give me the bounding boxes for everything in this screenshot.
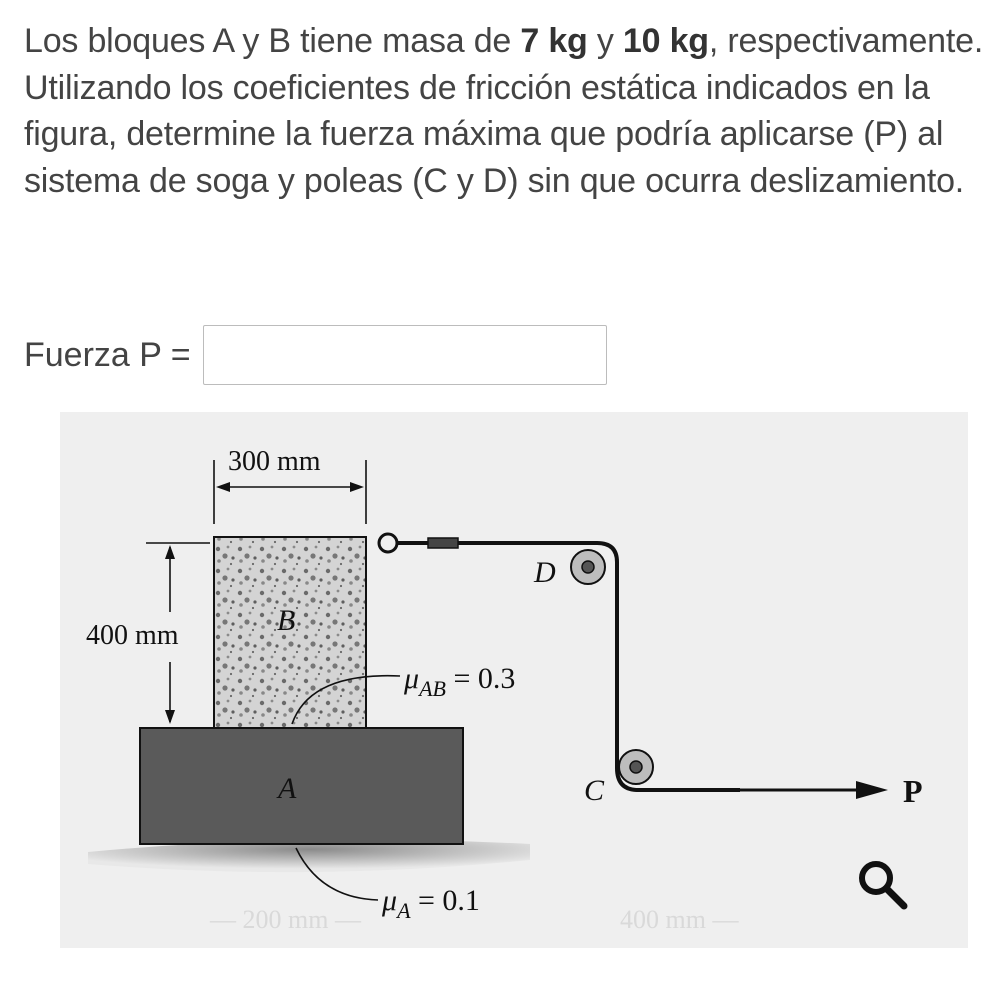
problem-figure — [60, 412, 968, 948]
answer-label: Fuerza P = — [24, 335, 191, 374]
question-text — [24, 18, 984, 204]
mu-a-symbol: μ — [382, 884, 398, 917]
width-label: 300 mm — [228, 446, 321, 477]
pulley-d — [571, 550, 605, 584]
mu-ab-value: = 0.3 — [445, 662, 516, 695]
question-part-3: , respectivamente. Utilizando los coeficientes de fricción estática indicados en la figura, determine la fuerza máxima que podría aplicarse (P) al sistema de soga y poleas (C y D) sin que ocurra deslizamiento. — [24, 22, 984, 200]
search-icon — [854, 856, 910, 912]
mu-ab-symbol: μ — [404, 662, 420, 695]
rope-clamp — [428, 538, 458, 548]
question-part-2: y — [587, 22, 623, 60]
faint-dimension-right: 400 mm — — [620, 905, 739, 934]
mass-b: 10 kg — [622, 22, 709, 60]
force-p-label: P — [903, 773, 923, 809]
mu-ab-subscript: AB — [419, 676, 446, 701]
block-a — [140, 728, 463, 844]
zoom-button[interactable] — [854, 856, 910, 912]
mass-a: 7 kg — [520, 22, 588, 60]
pulley-c-label: C — [584, 774, 605, 807]
block-a-label: A — [278, 772, 297, 805]
answer-row — [24, 324, 607, 386]
height-label: 400 mm — [86, 620, 179, 651]
force-p-input[interactable] — [203, 325, 607, 385]
question-part-1: Los bloques A y B tiene masa de — [24, 22, 521, 60]
pulley-c — [619, 750, 653, 784]
mu-a-subscript: A — [397, 898, 411, 923]
block-b-label: B — [277, 604, 296, 637]
faint-dimension-left: — 200 mm — — [210, 905, 361, 934]
mu-a-value: = 0.1 — [410, 884, 480, 917]
pulley-d-label: D — [534, 556, 556, 589]
